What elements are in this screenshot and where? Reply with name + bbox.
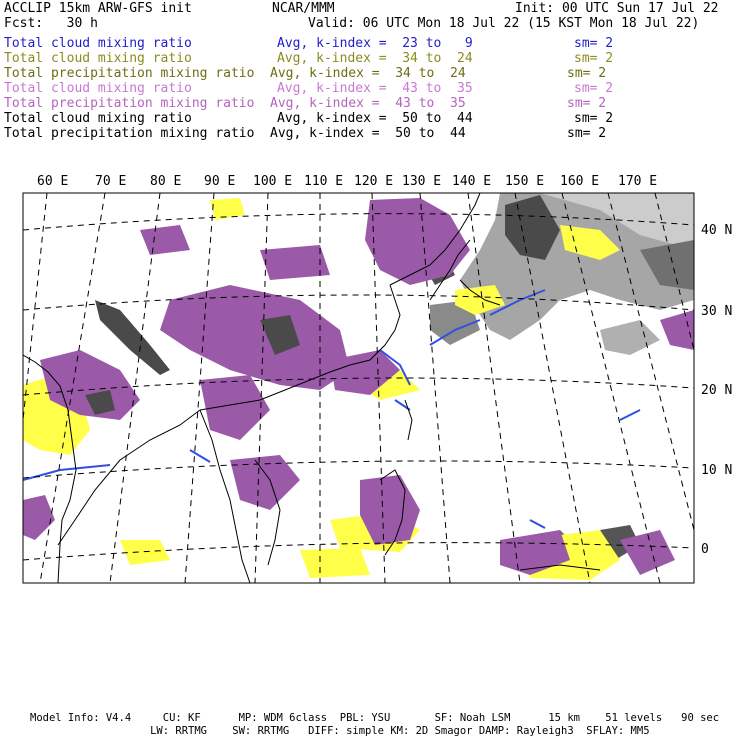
lon-label-130e: 130 E <box>402 174 442 189</box>
lon-label-100e: 100 E <box>253 174 293 189</box>
legend-levels-6: Avg, k-index = 50 to 44 <box>277 111 473 126</box>
lat-label-0: 0 <box>701 542 709 557</box>
legend-smoothing-2: sm= 2 <box>574 51 614 66</box>
legend-smoothing-1: sm= 2 <box>574 36 614 51</box>
model-info-line-2: LW: RRTMG SW: RRTMG DIFF: simple KM: 2D Smagor DAMP: Rayleigh3 SFLAY: MM5 <box>30 725 650 737</box>
legend-field-5: Total precipitation mixing ratio <box>4 96 255 111</box>
lon-label-90e: 90 E <box>204 174 236 189</box>
lat-label-10n: 10 N <box>701 463 733 478</box>
legend-smoothing-5: sm= 2 <box>567 96 607 111</box>
lon-label-60e: 60 E <box>37 174 69 189</box>
legend-smoothing-7: sm= 2 <box>567 126 607 141</box>
model-title: ACCLIP 15km ARW-GFS init <box>4 1 192 16</box>
legend-levels-1: Avg, k-index = 23 to 9 <box>277 36 473 51</box>
lon-label-120e: 120 E <box>354 174 394 189</box>
legend-field-4: Total cloud mixing ratio <box>4 81 192 96</box>
legend-smoothing-3: sm= 2 <box>567 66 607 81</box>
lon-label-140e: 140 E <box>452 174 492 189</box>
legend-field-7: Total precipitation mixing ratio <box>4 126 255 141</box>
init-time: Init: 00 UTC Sun 17 Jul 22 <box>515 1 719 16</box>
legend-levels-4: Avg, k-index = 43 to 35 <box>277 81 473 96</box>
legend-levels-3: Avg, k-index = 34 to 24 <box>270 66 466 81</box>
legend-field-3: Total precipitation mixing ratio <box>4 66 255 81</box>
lon-label-160e: 160 E <box>560 174 600 189</box>
legend-levels-7: Avg, k-index = 50 to 44 <box>270 126 466 141</box>
legend-levels-5: Avg, k-index = 43 to 35 <box>270 96 466 111</box>
legend-field-2: Total cloud mixing ratio <box>4 51 192 66</box>
forecast-hour: Fcst: 30 h <box>4 16 98 31</box>
valid-time: Valid: 06 UTC Mon 18 Jul 22 (15 KST Mon 18 Jul 22) <box>308 16 700 31</box>
lon-label-70e: 70 E <box>95 174 127 189</box>
legend-smoothing-4: sm= 2 <box>574 81 614 96</box>
legend-smoothing-6: sm= 2 <box>574 111 614 126</box>
organization-label: NCAR/MMM <box>272 1 335 16</box>
legend-field-6: Total cloud mixing ratio <box>4 111 192 126</box>
model-info-line-1: Model Info: V4.4 CU: KF MP: WDM 6class PBL: YSU SF: Noah LSM 15 km 51 levels 90 sec <box>30 712 720 724</box>
legend-levels-2: Avg, k-index = 34 to 24 <box>277 51 473 66</box>
lat-label-40n: 40 N <box>701 223 733 238</box>
lat-label-30n: 30 N <box>701 304 733 319</box>
legend-field-1: Total cloud mixing ratio <box>4 36 192 51</box>
lon-label-170e: 170 E <box>618 174 658 189</box>
lon-label-150e: 150 E <box>505 174 545 189</box>
lat-label-20n: 20 N <box>701 383 733 398</box>
lon-label-110e: 110 E <box>304 174 344 189</box>
lon-label-80e: 80 E <box>150 174 182 189</box>
